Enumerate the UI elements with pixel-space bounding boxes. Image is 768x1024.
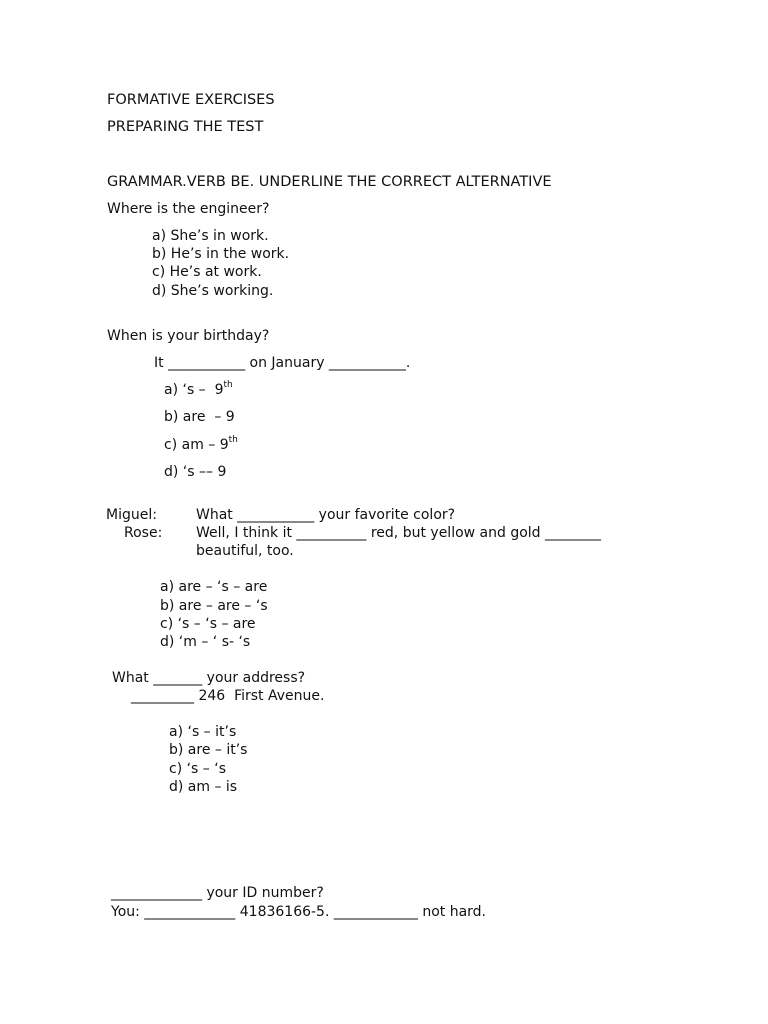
section-heading: GRAMMAR.VERB BE. UNDERLINE THE CORRECT ALTERNATIVE <box>107 174 552 190</box>
question-2: When is your birthday? <box>107 328 270 344</box>
q4-option-d: d) am – is <box>169 779 238 795</box>
q2-option-a <box>164 381 233 399</box>
q3-option-b: b) are – are – ‘s <box>160 598 268 614</box>
q3-option-d: d) ‘m – ‘ s- ‘s <box>160 634 251 650</box>
q2-option-a-sup: th <box>223 380 233 391</box>
q3-speaker-rose: Rose: <box>124 525 163 541</box>
q1-option-a: a) She’s in work. <box>152 228 269 244</box>
q2-prompt: It ___________ on January ___________. <box>154 355 411 371</box>
q4-line-2: _________ 246 First Avenue. <box>131 688 325 704</box>
q4-option-b: b) are – it’s <box>169 742 248 758</box>
q2-option-a-text: a) ‘s – 9 <box>164 382 224 398</box>
q1-option-d: d) She’s working. <box>152 283 274 299</box>
q2-option-b-text: b) are – 9 <box>164 409 235 425</box>
q3-line-2: Well, I think it __________ red, but yellow and gold ________ <box>196 525 602 541</box>
q2-option-c <box>164 436 238 454</box>
q3-option-a: a) are – ‘s – are <box>160 579 268 595</box>
doc-title-preparing: PREPARING THE TEST <box>107 119 264 135</box>
q1-option-b: b) He’s in the work. <box>152 246 290 262</box>
q1-option-c: c) He’s at work. <box>152 264 262 280</box>
q3-line-1: What ___________ your favorite color? <box>196 507 456 523</box>
question-1: Where is the engineer? <box>107 201 270 217</box>
q3-option-c: c) ‘s – ‘s – are <box>160 616 256 632</box>
q2-option-d <box>164 463 226 481</box>
q3-speaker-miguel: Miguel: <box>106 507 157 523</box>
q2-option-d-text: d) ‘s –– 9 <box>164 464 227 480</box>
q4-option-c: c) ‘s – ‘s <box>169 761 226 777</box>
q5-line-1: _____________ your ID number? <box>111 885 324 901</box>
doc-title-formative: FORMATIVE EXERCISES <box>107 92 275 108</box>
q5-line-2: You: _____________ 41836166-5. ____________ not hard. <box>111 904 486 920</box>
q2-option-c-text: c) am – 9 <box>164 437 229 453</box>
q3-line-3: beautiful, too. <box>196 543 294 559</box>
q2-option-c-sup: th <box>228 435 238 446</box>
q4-line-1: What _______ your address? <box>112 670 306 686</box>
q4-option-a: a) ‘s – it’s <box>169 724 237 740</box>
q2-option-b <box>164 408 235 426</box>
